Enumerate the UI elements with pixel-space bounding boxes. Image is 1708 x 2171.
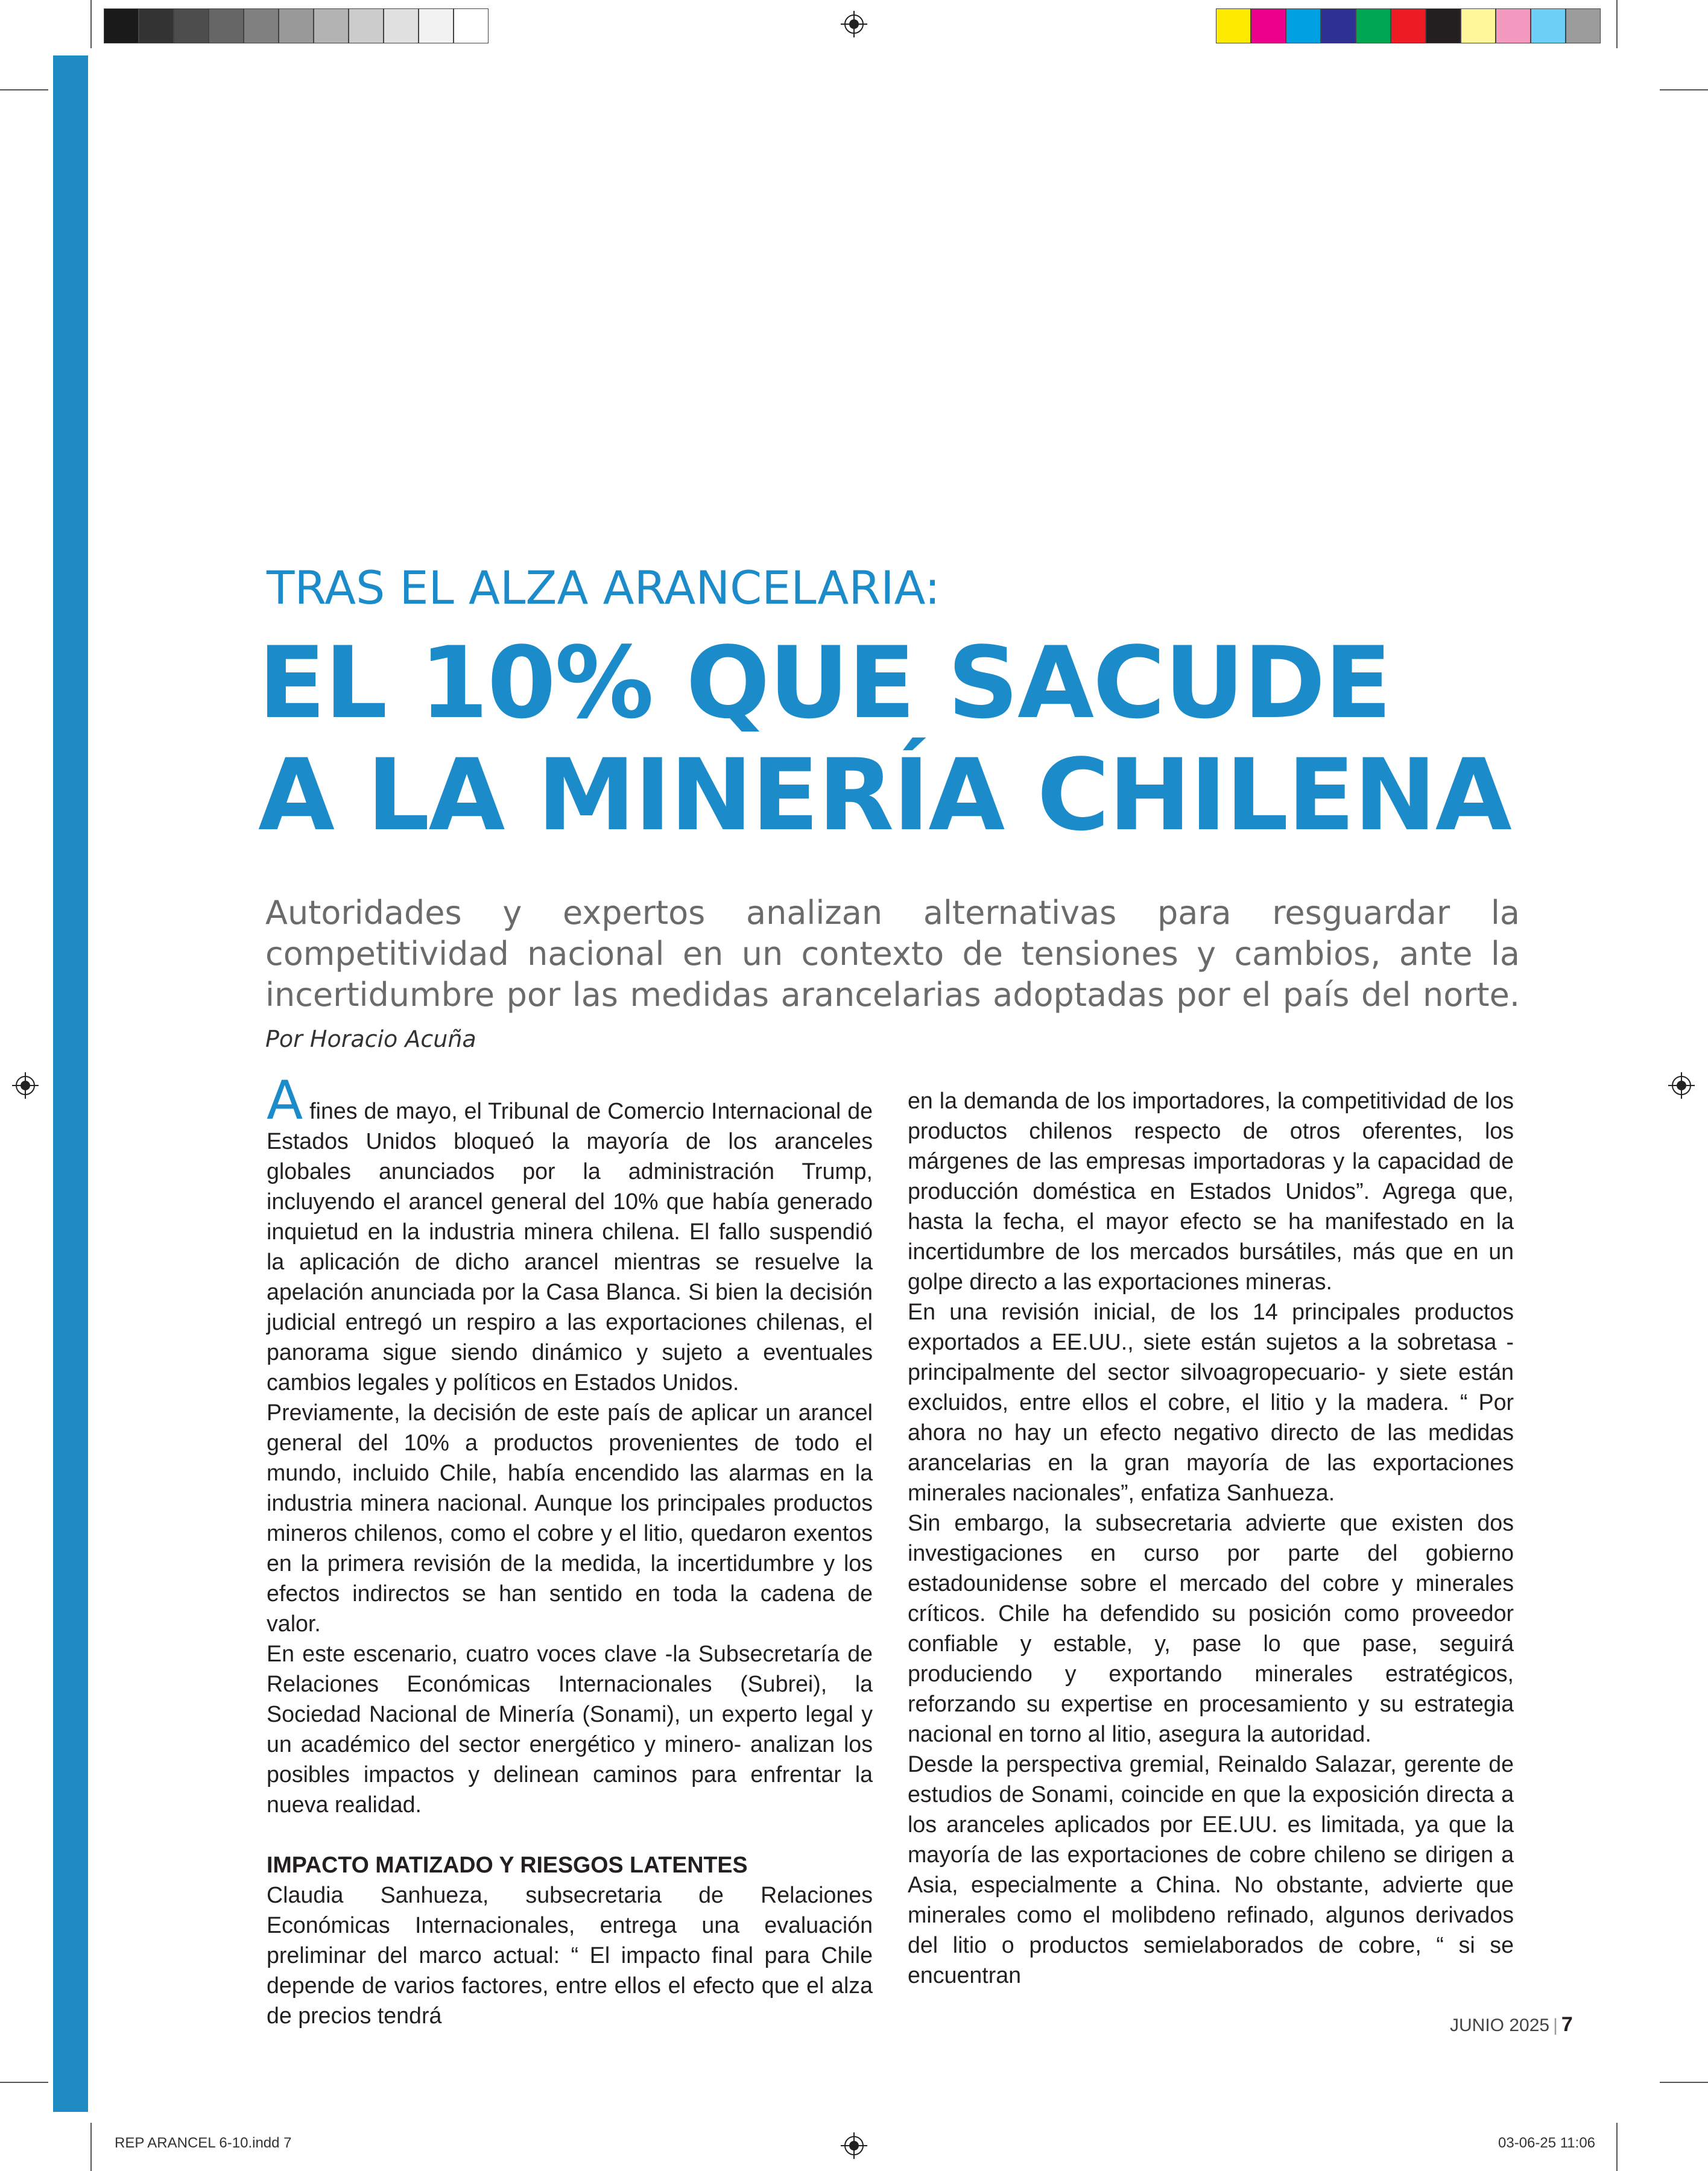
article-title-line-1: EL 10% QUE SACUDE [258,625,1391,741]
crop-mark [1616,0,1618,48]
crop-mark [1660,89,1708,90]
article-byline: Por Horacio Acuña [265,1026,476,1052]
crop-mark [1660,2082,1708,2083]
color-swatch [1321,8,1356,43]
body-paragraph: Sin embargo, la subsecretaria advierte que existen dos investigaciones en curso por parte del gobierno estadounidense sobre el mercado del cobre y minerales críticos. Chile ha defendido su posición como proveedor confiable y estable, y, pase lo que pase, seguirá produciendo y exportando minerales estratégicos, reforzando su expertise en procesamiento y su estrategia nacional en torno al litio, asegura la autoridad. [908,1510,1514,1746]
color-swatch [1356,8,1391,43]
color-swatch [1426,8,1461,43]
color-swatch [1461,8,1496,43]
color-swatch [349,8,384,43]
color-swatch [454,8,489,43]
body-paragraph: Previamente, la decisión de este país de aplicar un arancel general del 10% a productos provenientes de todo el mundo, incluido Chile, había encendido las alarmas en la industria minera nacional. Aunque los principales productos mineros chilenos, como el cobre y el litio, quedaron exentos en la primera revisión de la medida, la incertidumbre y los efectos indirectos se han sentido en toda la cadena de valor. [267,1400,873,1636]
article-lead [265,893,1520,1060]
color-swatch [1566,8,1601,43]
color-swatch [139,8,174,43]
crop-mark [0,2082,48,2083]
color-swatch [174,8,209,43]
color-swatch [1496,8,1531,43]
color-swatch [1251,8,1286,43]
crop-mark [90,2123,92,2171]
body-column-left [267,1069,873,2030]
issue-date: JUNIO 2025 [1450,2015,1550,2035]
section-subhead: IMPACTO MATIZADO Y RIESGOS LATENTES [267,1852,748,1877]
article-title-line-2: A LA MINERÍA CHILENA [258,738,1511,853]
color-swatch [1216,8,1251,43]
color-swatch [384,8,419,43]
registration-target-icon [841,2132,867,2159]
article-title [258,627,1511,852]
body-column-right [908,1086,1514,1990]
crop-mark [1616,2123,1618,2171]
lead-text: Autoridades y expertos analizan alternativas para resguardar la competitividad nacional en un contexto de tensiones y cambios, ante la incertidumbre por las medidas arancelarias adoptadas por el país del norte. [265,894,1520,1014]
body-paragraph: En una revisión inicial, de los 14 principales productos exportados a EE.UU., siete están sujetos a la sobretasa -principalmente del sector silvoagropecuario- y siete están excluidos, entre ellos el cobre, el litio y la madera. “ Por ahora no hay un efecto negativo directo de las medidas arancelarias en la gran mayoría de las exportaciones minerales nacionales”, enfatiza Sanhueza. [908,1299,1514,1505]
color-swatch [209,8,244,43]
color-calibration-bar [1216,8,1601,45]
registration-target-icon [841,11,867,37]
crop-mark [90,0,92,48]
registration-target-icon [12,1072,39,1099]
color-swatch [1286,8,1321,43]
page-number: 7 [1561,2013,1573,2036]
page-footer [1450,2013,1573,2037]
color-swatch [314,8,349,43]
article-kicker: TRAS EL ALZA ARANCELARIA: [267,561,940,615]
crop-mark [0,89,48,90]
drop-cap: A [267,1069,303,1131]
registration-target-icon [1668,1072,1695,1099]
body-paragraph: A fines de mayo, el Tribunal de Comercio Internacional de Estados Unidos bloqueó la mayoría de los aranceles globales anunciados por la administración Trump, incluyendo el arancel general del 10% que había generado inquietud en la industria minera chilena. El fallo suspendió la aplicación de dicho arancel mientras se resuelve la apelación anunciada por la Casa Blanca. Si bien la decisión judicial entregó un respiro a las exportaciones chilenas, el panorama sigue siendo dinámico y sujeto a eventuales cambios legales y políticos en Estados Unidos. [267,1069,873,1395]
color-swatch [104,8,139,43]
color-swatch [419,8,454,43]
body-paragraph: Claudia Sanhueza, subsecretaria de Relaciones Económicas Internacionales, entrega una evaluación preliminar del marco actual: “ El impacto final para Chile depende de varios factores, entre ellos el efecto que el alza de precios tendrá [267,1882,873,2028]
body-paragraph: En este escenario, cuatro voces clave -la Subsecretaría de Relaciones Económicas Internacionales (Subrei), la Sociedad Nacional de Minería (Sonami), un experto legal y un académico del sector energético y minero- analizan los posibles impactos y delinean caminos para enfrentar la nueva realidad. [267,1641,873,1817]
color-swatch [279,8,314,43]
side-color-strip [53,55,88,2112]
print-slug-date: 03-06-25 11:06 [1498,2135,1596,2151]
color-swatch [244,8,279,43]
body-paragraph: en la demanda de los importadores, la competitividad de los productos chilenos respecto de otros oferentes, los márgenes de las empresas importadoras y la capacidad de producción doméstica en Estados Unidos”. Agrega que, hasta la fecha, el mayor efecto se ha manifestado en la incertidumbre de los mercados bursátiles, más que en un golpe directo a las exportaciones mineras. [908,1088,1514,1294]
gray-calibration-bar [104,8,489,45]
color-swatch [1531,8,1566,43]
color-swatch [1391,8,1426,43]
footer-separator: | [1553,2015,1558,2035]
print-slug-filename: REP ARANCEL 6-10.indd 7 [115,2135,292,2151]
body-paragraph: Desde la perspectiva gremial, Reinaldo Salazar, gerente de estudios de Sonami, coincide en que la exposición directa a los aranceles aplicados por EE.UU. es limitada, ya que la mayoría de las exportaciones de cobre chileno se dirigen a Asia, especialmente a China. No obstante, advierte que minerales como el molibdeno refinado, algunos derivados del litio o productos semielaborados de cobre, “ si se encuentran [908,1751,1514,1988]
